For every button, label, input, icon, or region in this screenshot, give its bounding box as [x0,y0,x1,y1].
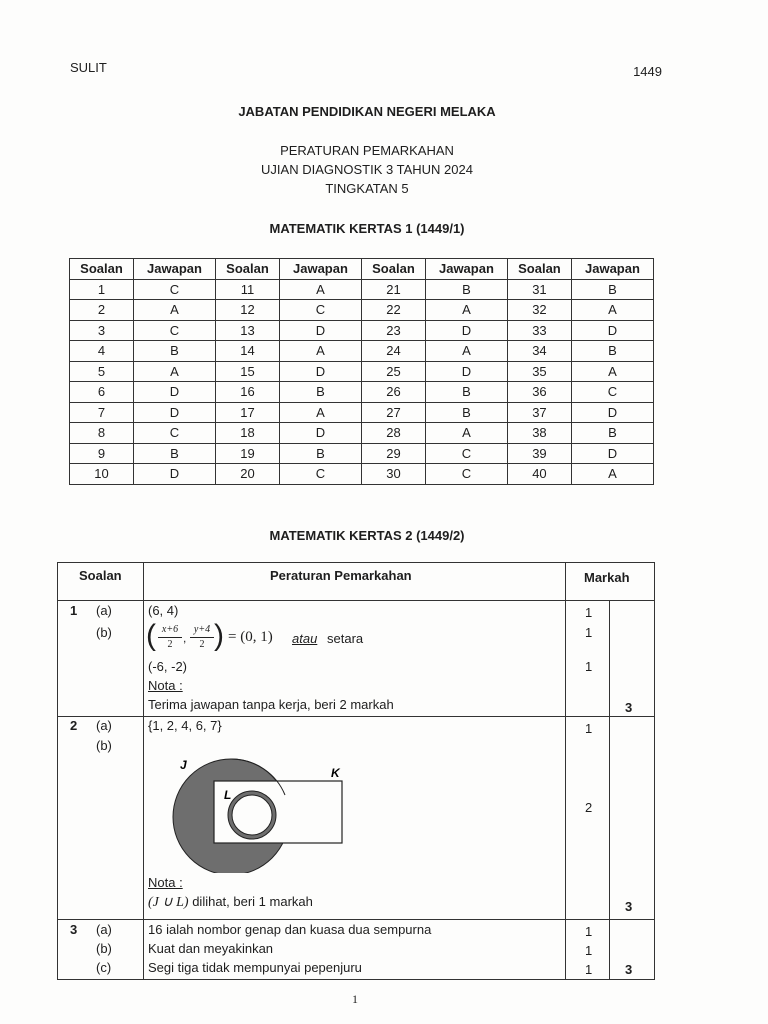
header-soalan: Soalan [215,259,279,280]
answer-cell: B [279,382,361,403]
answer-cell: A [133,300,215,321]
frac1-denominator: 2 [167,639,173,650]
answer-cell: D [571,443,653,464]
table-row [70,320,654,341]
q3-part-a: (a) [96,922,112,937]
setara-word: setara [327,631,364,646]
table-row [70,279,654,300]
question-number-cell: 5 [70,361,134,382]
table-header-row [70,259,654,280]
question-number-cell: 23 [361,320,425,341]
question-number-cell: 22 [361,300,425,321]
q2-nota-text: dilihat, beri 1 markah [192,894,313,909]
question-number-cell: 3 [70,320,134,341]
frac2-denominator: 2 [199,639,205,650]
q2-part-b: (b) [96,738,112,753]
answer-cell: D [425,320,507,341]
answer-cell: D [571,402,653,423]
question-number-cell: 17 [215,402,279,423]
document-title [0,141,734,198]
answer-cell: D [133,464,215,485]
column-divider [143,563,144,979]
row-divider [58,600,654,601]
q1-part-b: (b) [96,625,112,640]
table-row [70,464,654,485]
q3-mark-1: 1 [585,924,593,939]
table-row [70,443,654,464]
question-number-cell: 27 [361,402,425,423]
answer-cell: A [425,341,507,362]
question-number-cell: 32 [507,300,571,321]
department-title: JABATAN PENDIDIKAN NEGERI MELAKA [238,104,496,119]
question-number-cell: 13 [215,320,279,341]
q1-nota-label: Nota : [148,678,183,693]
question-number-cell: 39 [507,443,571,464]
question-number-cell: 37 [507,402,571,423]
paper1-answer-table [69,258,654,485]
q3-answer-a: 16 ialah nombor genap dan kuasa dua sempurna [148,922,432,937]
answer-cell: A [571,300,653,321]
question-number-cell: 8 [70,423,134,444]
question-number-cell: 34 [507,341,571,362]
answer-cell: D [571,320,653,341]
doc-line-3: TINGKATAN 5 [325,181,409,196]
question-number-cell: 35 [507,361,571,382]
question-number-cell: 6 [70,382,134,403]
header-jawapan: Jawapan [133,259,215,280]
column-divider [609,600,610,979]
paper2-title: MATEMATIK KERTAS 2 (1449/2) [269,528,465,543]
q2-mark-1: 1 [585,721,593,736]
question-number-cell: 31 [507,279,571,300]
answer-cell: B [279,443,361,464]
question-number-cell: 24 [361,341,425,362]
answer-cell: B [425,402,507,423]
atau-word: atau [292,631,318,646]
comma: , [183,631,187,645]
bracket-close: ) [214,619,224,652]
header-soalan: Soalan [507,259,571,280]
header-jawapan: Jawapan [279,259,361,280]
header-jawapan: Jawapan [425,259,507,280]
table-row [70,361,654,382]
question-number-cell: 20 [215,464,279,485]
question-number-cell: 2 [70,300,134,321]
question-number-cell: 28 [361,423,425,444]
answer-cell: A [133,361,215,382]
question-number-cell: 38 [507,423,571,444]
q2-nota-line [148,894,313,911]
paper2-marking-table [57,562,655,980]
answer-cell: B [133,443,215,464]
answer-cell: D [133,382,215,403]
question-number-cell: 18 [215,423,279,444]
header-jawapan: Jawapan [571,259,653,280]
q2-answer-a: {1, 2, 4, 6, 7} [148,718,222,733]
table-row [70,382,654,403]
answer-cell: B [425,382,507,403]
question-number-cell: 15 [215,361,279,382]
equals-expression: = (0, 1) [228,629,273,645]
header-soalan: Soalan [70,259,134,280]
question-number-cell: 26 [361,382,425,403]
answer-cell: A [279,402,361,423]
question-number-cell: 11 [215,279,279,300]
question-number-cell: 40 [507,464,571,485]
q3-part-b: (b) [96,941,112,956]
venn-diagram [166,753,366,873]
q1-total: 3 [625,700,633,715]
q1-answer-a: (6, 4) [148,603,179,618]
question-number-cell: 9 [70,443,134,464]
q3-answer-b: Kuat dan meyakinkan [148,941,274,956]
row-divider [58,716,654,717]
answer-cell: D [279,320,361,341]
q3-part-c: (c) [96,960,112,975]
answer-cell: B [571,279,653,300]
q1-part-a: (a) [96,603,112,618]
q1-mark-1: 1 [585,605,593,620]
row-divider [58,919,654,920]
q2-nota-label: Nota : [148,875,183,890]
table-row [70,341,654,362]
answer-cell: D [133,402,215,423]
table-row [70,402,654,423]
label-l: L [224,788,232,802]
answer-cell: C [133,279,215,300]
label-k: K [331,766,340,780]
question-number-cell: 10 [70,464,134,485]
frac1-bar [158,637,182,638]
answer-cell: A [425,423,507,444]
q2-total: 3 [625,899,633,914]
answer-cell: C [133,320,215,341]
table-row [70,423,654,444]
header-soalan: Soalan [361,259,425,280]
question-number-cell: 4 [70,341,134,362]
sulit-label: SULIT [70,60,107,75]
question-number-cell: 21 [361,279,425,300]
frac1-numerator: x+6 [161,624,179,635]
question-number-cell: 36 [507,382,571,403]
answer-cell: C [425,464,507,485]
answer-cell: A [571,464,653,485]
header-scheme: Peraturan Pemarkahan [270,568,412,583]
question-number-cell: 30 [361,464,425,485]
q1-answer-b2: (-6, -2) [148,659,187,674]
question-number-cell: 25 [361,361,425,382]
answer-cell: A [279,341,361,362]
answer-cell: C [425,443,507,464]
question-number-cell: 16 [215,382,279,403]
q1-mark-2: 1 [585,625,593,640]
paper-code: 1449 [633,64,662,79]
answer-cell: D [279,361,361,382]
doc-line-1: PERATURAN PEMARKAHAN [280,143,454,158]
page-number: 1 [352,992,358,1006]
answer-cell: D [279,423,361,444]
q3-number: 3 [70,922,78,937]
q1-nota-text: Terima jawapan tanpa kerja, beri 2 markah [148,697,394,712]
answer-cell: A [425,300,507,321]
answer-cell: B [571,341,653,362]
question-number-cell: 1 [70,279,134,300]
question-number-cell: 7 [70,402,134,423]
set-l-circle [232,795,272,835]
q2-part-a: (a) [96,718,112,733]
bracket-open: ( [146,619,156,652]
answer-cell: C [571,382,653,403]
q3-mark-2: 1 [585,943,593,958]
answer-cell: A [571,361,653,382]
answer-cell: B [133,341,215,362]
answer-cell: D [425,361,507,382]
answer-cell: A [279,279,361,300]
header-marks: Markah [584,570,630,585]
label-j: J [180,758,187,772]
question-number-cell: 14 [215,341,279,362]
q3-total: 3 [625,962,633,977]
paper1-title: MATEMATIK KERTAS 1 (1449/1) [269,221,465,236]
q2-mark-2: 2 [585,800,593,815]
table-row [70,300,654,321]
doc-line-2: UJIAN DIAGNOSTIK 3 TAHUN 2024 [261,162,473,177]
q1-mark-3: 1 [585,659,593,674]
frac2-numerator: y+4 [193,624,211,635]
answer-cell: C [133,423,215,444]
column-divider [565,563,566,979]
q2-number: 2 [70,718,78,733]
answer-cell: C [279,300,361,321]
q3-answer-c: Segi tiga tidak mempunyai pepenjuru [148,960,362,975]
q2-nota-expression: (J ∪ L) [148,895,189,910]
question-number-cell: 33 [507,320,571,341]
question-number-cell: 29 [361,443,425,464]
question-number-cell: 19 [215,443,279,464]
header-question: Soalan [79,568,122,583]
q1-number: 1 [70,603,78,618]
q3-mark-3: 1 [585,962,593,977]
answer-cell: B [571,423,653,444]
answer-cell: B [425,279,507,300]
question-number-cell: 12 [215,300,279,321]
frac2-bar [190,637,214,638]
answer-cell: C [279,464,361,485]
